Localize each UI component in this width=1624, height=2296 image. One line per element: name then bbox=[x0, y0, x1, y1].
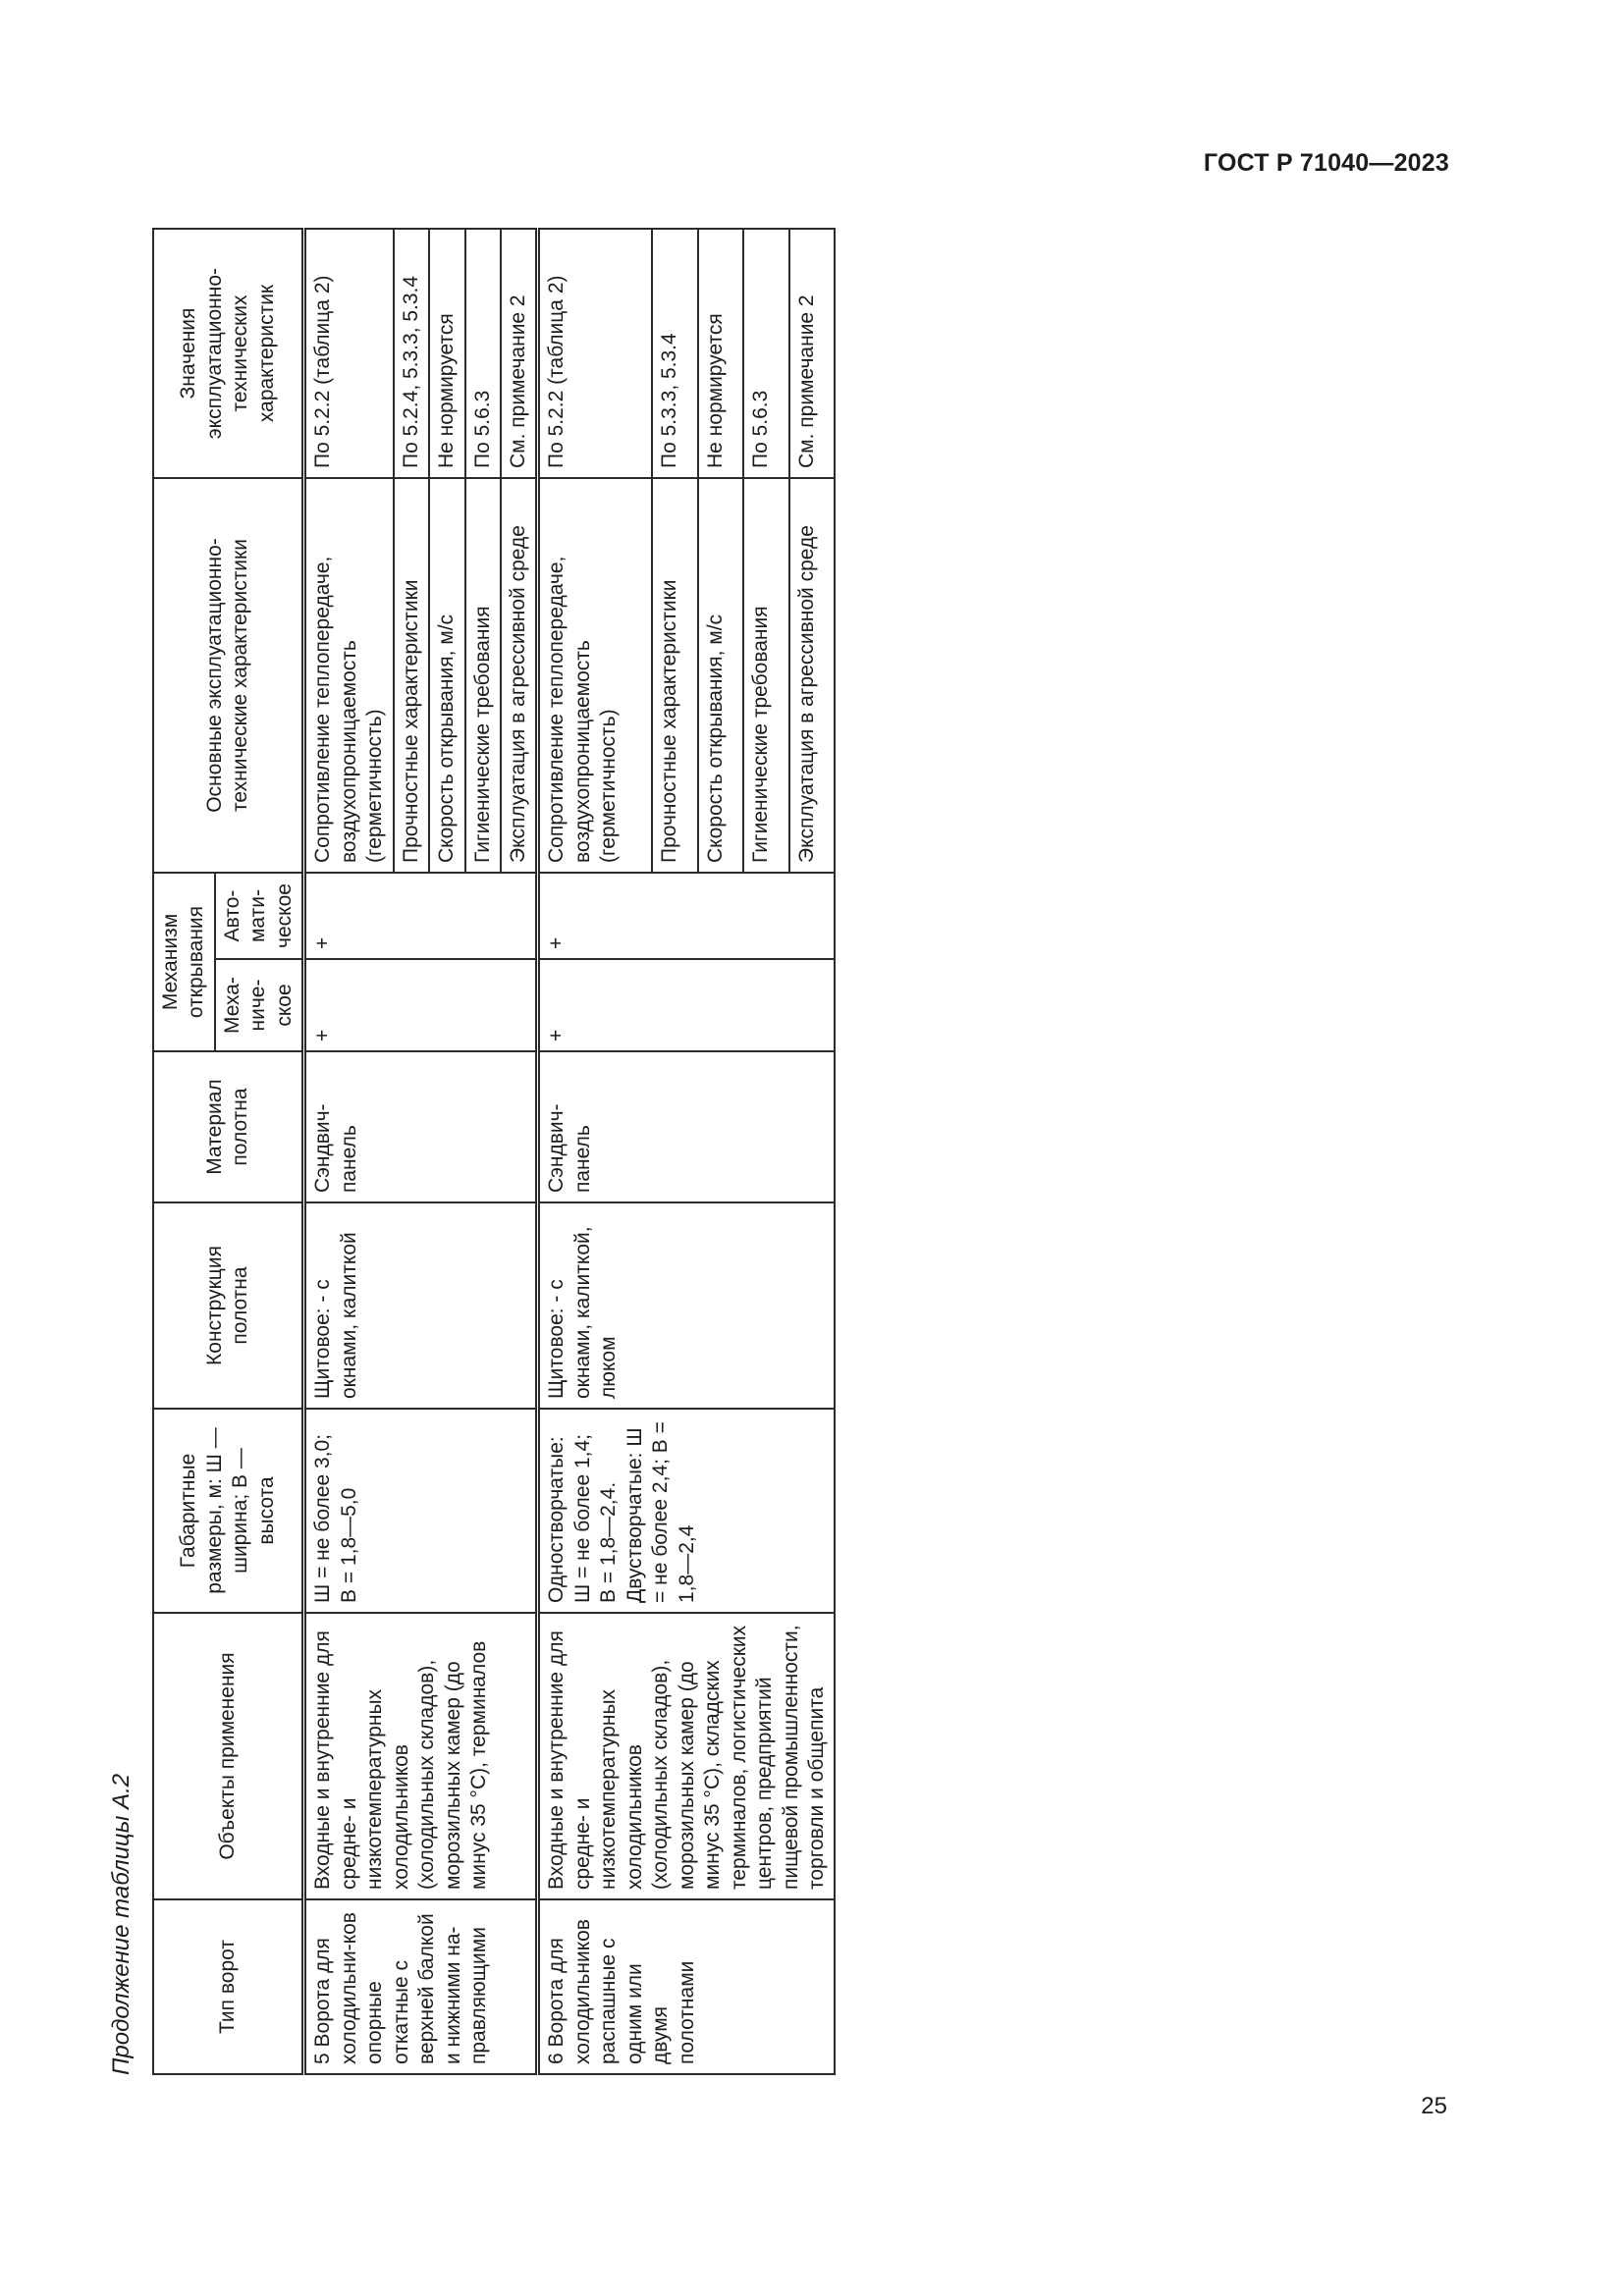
dimensions-cell: Ш = не более 3,0; В = 1,8—5,0 bbox=[304, 1409, 538, 1613]
mechanism-manual-cell: + bbox=[538, 959, 835, 1051]
value-cell: По 5.2.2 (таблица 2) bbox=[538, 229, 652, 478]
header-material: Материал полотна bbox=[153, 1051, 304, 1202]
gate-types-table bbox=[152, 228, 836, 2075]
characteristic-cell: Скорость открывания, м/с bbox=[429, 478, 464, 873]
standard-code: ГОСТ Р 71040—2023 bbox=[1203, 149, 1449, 177]
header-mechanism-auto: Авто-мати-ческое bbox=[215, 873, 304, 959]
value-cell: См. примечание 2 bbox=[501, 229, 538, 478]
characteristic-cell: Скорость открывания, м/с bbox=[698, 478, 744, 873]
header-values: Значения эксплуатационно-технических характеристик bbox=[153, 229, 304, 478]
page-number: 25 bbox=[1421, 2093, 1447, 2119]
characteristic-cell: Сопротивление теплопередаче, воздухопроницаемость (герметичность) bbox=[538, 478, 652, 873]
characteristic-cell: Прочностные характеристики bbox=[652, 478, 698, 873]
header-construction: Конструкция полотна bbox=[153, 1202, 304, 1409]
mechanism-auto-cell: + bbox=[304, 873, 538, 959]
dimensions-cell: Одностворчатые: Ш = не более 1,4; В = 1,8—2,4. Двустворчатые: Ш = не более 2,4; В = 1,8—2,4 bbox=[538, 1409, 835, 1613]
header-mechanism: Механизм открывания bbox=[153, 873, 215, 1051]
characteristic-cell: Гигиенические требования bbox=[743, 478, 789, 873]
value-cell: По 5.2.4, 5.3.3, 5.3.4 bbox=[394, 229, 429, 478]
header-gate-type: Тип ворот bbox=[153, 1899, 304, 2074]
value-cell: По 5.3.3, 5.3.4 bbox=[652, 229, 698, 478]
table-row bbox=[538, 229, 652, 2074]
characteristic-cell: Сопротивление теплопередаче, воздухопроницаемость (герметичность) bbox=[304, 478, 394, 873]
characteristic-cell: Прочностные характеристики bbox=[394, 478, 429, 873]
header-mechanism-manual: Меха-ниче-ское bbox=[215, 959, 304, 1051]
characteristic-cell: Эксплуатация в агрессивной среде bbox=[789, 478, 836, 873]
value-cell: Не нормируется bbox=[429, 229, 464, 478]
characteristic-cell: Эксплуатация в агрессивной среде bbox=[501, 478, 538, 873]
value-cell: По 5.2.2 (таблица 2) bbox=[304, 229, 394, 478]
value-cell: По 5.6.3 bbox=[465, 229, 501, 478]
gate-type-cell: 6 Ворота для холодильников распашные с одним или двумя полотнами bbox=[538, 1899, 835, 2074]
objects-cell: Входные и внутренние для средне- и низкотемпературных холодильников (холодильных складов), морозильных камер (до минус 35 °С), терминалов bbox=[304, 1613, 538, 1899]
material-cell: Сэндвич-панель bbox=[304, 1051, 538, 1202]
rotated-table-area bbox=[108, 230, 1178, 2075]
header-characteristics: Основные эксплуатационно-технические характеристики bbox=[153, 478, 304, 873]
mechanism-manual-cell: + bbox=[304, 959, 538, 1051]
table-row bbox=[304, 229, 394, 2074]
mechanism-auto-cell: + bbox=[538, 873, 835, 959]
value-cell: По 5.6.3 bbox=[743, 229, 789, 478]
table-header-row bbox=[153, 229, 215, 2074]
material-cell: Сэндвич-панель bbox=[538, 1051, 835, 1202]
value-cell: Не нормируется bbox=[698, 229, 744, 478]
gate-type-cell: 5 Ворота для холодильни-ков опорные откатные с верхней балкой и нижними на-правляющими bbox=[304, 1899, 538, 2074]
characteristic-cell: Гигиенические требования bbox=[465, 478, 501, 873]
objects-cell: Входные и внутренние для средне- и низкотемпературных холодильников (холодильных складов), морозильных камер (до минус 35 °С), складских терминалов, логистических центров, предприятий пищевой промышленности, торговли и общепита bbox=[538, 1613, 835, 1899]
table-continuation-label: Продолжение таблицы А.2 bbox=[108, 1773, 135, 2075]
header-objects: Объекты применения bbox=[153, 1613, 304, 1899]
construction-cell: Щитовое: - с окнами, калиткой bbox=[304, 1202, 538, 1409]
value-cell: См. примечание 2 bbox=[789, 229, 836, 478]
header-dimensions: Габаритные размеры, м: Ш — ширина; В — высота bbox=[153, 1409, 304, 1613]
construction-cell: Щитовое: - с окнами, калиткой, люком bbox=[538, 1202, 835, 1409]
